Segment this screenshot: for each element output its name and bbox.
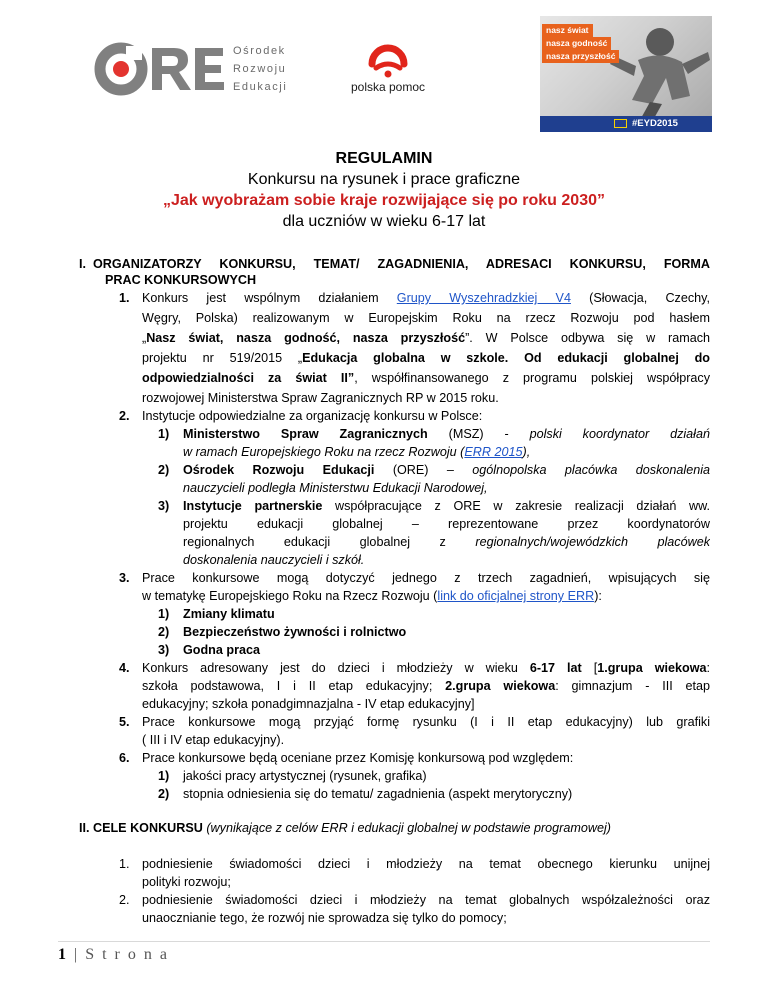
s2-item2-line-2: unaocznianie tego, że rozwój nie sprowadza się tylko do pomocy; [142, 911, 507, 925]
p2-sub3-line-4: doskonalenia nauczycieli i szkół. [183, 553, 365, 567]
s2-item2-number: 2. [119, 893, 130, 907]
p6-item1-number: 1) [158, 769, 170, 783]
ore-logo [90, 38, 300, 104]
section-1-number: I. [79, 257, 86, 271]
p2-sub2-number: 2) [158, 463, 170, 477]
p2-sub2-line-1: Ośrodek Rozwoju Edukacji (ORE) – ogólnopolska placówka doskonalenia [183, 463, 710, 477]
eu-flag-icon [614, 119, 627, 128]
p2-sub1-number: 1) [158, 427, 170, 441]
p1-line-5: odpowiedzialności za świat II”, współfinansowanego z programu polskiej współpracy [142, 371, 710, 385]
eyd-tag-2: nasza godność [542, 37, 611, 50]
p3-item1: Zmiany klimatu [183, 607, 275, 621]
audience-line: dla uczniów w wieku 6-17 lat [282, 213, 486, 230]
p5-line-2: ( III i IV etap edukacyjny). [142, 733, 285, 747]
eyd-tag-1: nasz świat [542, 24, 593, 37]
p6-item2: stopnia odniesienia się do tematu/ zagadnienia (aspekt merytoryczny) [183, 787, 573, 801]
ore-word-1: Ośrodek [233, 45, 286, 57]
section-1-heading-cont: PRAC KONKURSOWYCH [105, 273, 257, 287]
p3-item2-number: 2) [158, 625, 170, 639]
eyd2015-banner [540, 16, 712, 132]
s2-item1-line-2: polityki rozwoju; [142, 875, 231, 889]
page-footer [58, 945, 169, 965]
p1-number: 1. [119, 291, 130, 305]
doc-subtitle: Konkursu na rysunek i prace graficzne [247, 171, 521, 188]
p2-sub1-line-1: Ministerstwo Spraw Zagranicznych (MSZ) - polski koordynator działań [183, 427, 710, 441]
polska-pomoc-icon [342, 36, 434, 80]
p3-number: 3. [119, 571, 130, 585]
p3-line-2: w tematykę Europejskiego Roku na Rzecz Rozwoju (link do oficjalnej strony ERR): [142, 589, 602, 603]
v4-link[interactable]: Grupy Wyszehradzkiej V4 [396, 291, 571, 305]
polska-pomoc-text: polska pomoc [350, 80, 426, 94]
doc-title: REGULAMIN [335, 150, 433, 167]
p4-line-3: edukacyjny; szkoła ponadgimnazjalna - IV etap edukacyjny] [142, 697, 475, 711]
polska-pomoc-logo [342, 36, 434, 96]
contest-name: „Jak wyobrażam sobie kraje rozwijające się po roku 2030” [163, 192, 605, 209]
p1-line-2: Węgry, Polska) realizowanym w Europejskim Roku na rzecz Rozwoju pod hasłem [142, 311, 710, 325]
p2-number: 2. [119, 409, 130, 423]
err-official-link[interactable]: link do oficjalnej strony ERR [437, 589, 595, 603]
p5-number: 5. [119, 715, 130, 729]
err2015-link[interactable]: ERR 2015 [464, 445, 523, 459]
p3-item1-number: 1) [158, 607, 170, 621]
p3-line-1: Prace konkursowe mogą dotyczyć jednego z trzech zagadnień, wpisujących się [142, 571, 710, 585]
p1-line-6: rozwojowej Ministerstwa Spraw Zagranicznych RP w 2015 roku. [142, 391, 499, 405]
section-1-heading: ORGANIZATORZY KONKURSU, TEMAT/ ZAGADNIENIA, ADRESACI KONKURSU, FORMA [93, 257, 710, 271]
s2-item1-number: 1. [119, 857, 130, 871]
p6-item1: jakości pracy artystycznej (rysunek, grafika) [183, 769, 427, 783]
p3-item3-number: 3) [158, 643, 170, 657]
p1-line-4: projektu nr 519/2015 „Edukacja globalna w szkole. Od edukacji globalnej do [142, 351, 710, 365]
footer-separator: | [68, 946, 86, 963]
p2-sub3-line-2: projektu edukacji globalnej – reprezentowane przez koordynatorów [183, 517, 710, 531]
p6-item2-number: 2) [158, 787, 170, 801]
section-2-heading: II. CELE KONKURSU (wynikające z celów ERR i edukacji globalnej w podstawie programowej) [79, 821, 611, 835]
footer-divider [58, 941, 710, 942]
ore-logo-icon [90, 38, 230, 104]
eyd-bar [540, 116, 712, 132]
footer-label: S t r o n a [85, 946, 169, 963]
p6-line-1: Prace konkursowe będą oceniane przez Komisję konkursową pod względem: [142, 751, 574, 765]
p2-line-1: Instytucje odpowiedzialne za organizację konkursu w Polsce: [142, 409, 483, 423]
p3-item3: Godna praca [183, 643, 260, 657]
s2-item2-line-1: podniesienie świadomości dzieci i młodzieży na temat globalnych współzależności oraz [142, 893, 710, 907]
ore-word-2: Rozwoju [233, 63, 287, 75]
eyd-tag-3: nasza przyszłość [542, 50, 619, 63]
p2-sub2-line-2: nauczycieli podległa Ministerstwu Edukacji Narodowej, [183, 481, 488, 495]
p3-item2: Bezpieczeństwo żywności i rolnictwo [183, 625, 407, 639]
eyd-hashtag: #EYD2015 [632, 118, 678, 129]
p5-line-1: Prace konkursowe mogą przyjąć formę rysunku (I i II etap edukacyjny) lub grafiki [142, 715, 710, 729]
p6-number: 6. [119, 751, 130, 765]
p2-sub3-line-3: regionalnych edukacji globalnej z regionalnych/wojewódzkich placówek [183, 535, 710, 549]
p2-sub1-line-2: w ramach Europejskiego Roku na rzecz Rozwoju (ERR 2015), [183, 445, 531, 459]
p4-line-2: szkoła podstawowa, I i II etap edukacyjny; 2.grupa wiekowa: gimnazjum - III etap [142, 679, 710, 693]
p4-line-1: Konkurs adresowany jest do dzieci i młodzieży w wieku 6-17 lat [1.grupa wiekowa: [142, 661, 710, 675]
p1-line-1: Konkurs jest wspólnym działaniem Grupy Wyszehradzkiej V4 (Słowacja, Czechy, [142, 291, 710, 305]
s2-item1-line-1: podniesienie świadomości dzieci i młodzieży na temat obecnego kierunku unijnej [142, 857, 710, 871]
p4-number: 4. [119, 661, 130, 675]
p2-sub3-line-1: Instytucje partnerskie współpracujące z ORE w zakresie realizacji działań ww. [183, 499, 710, 513]
ore-word-3: Edukacji [233, 81, 288, 93]
p1-line-3: „Nasz świat, nasza godność, nasza przyszłość”. W Polsce odbywa się w ramach [142, 331, 710, 345]
p2-sub3-number: 3) [158, 499, 170, 513]
page-number: 1 [58, 946, 68, 963]
